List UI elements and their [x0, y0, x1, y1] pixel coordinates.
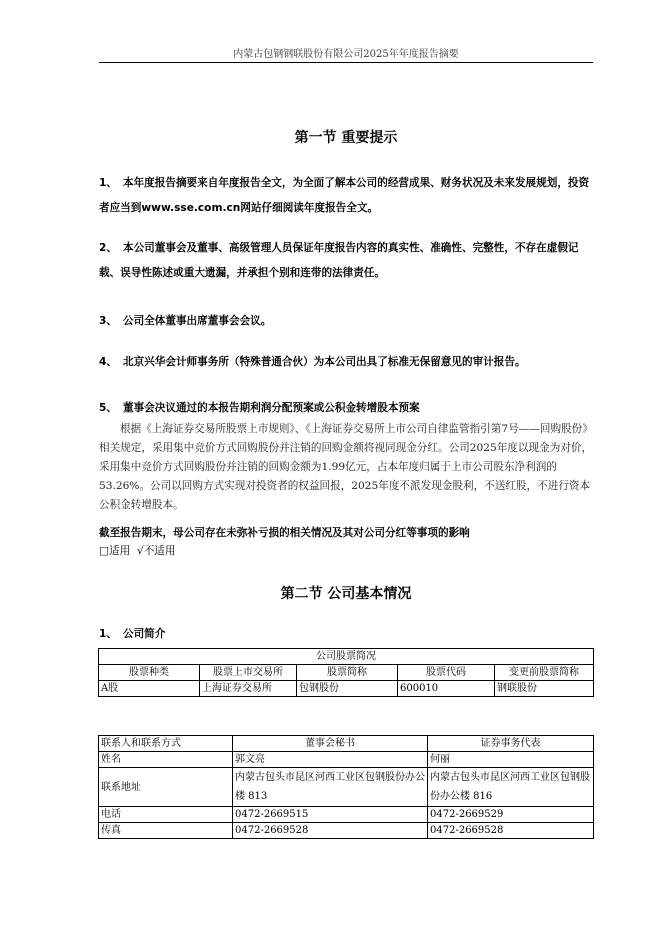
stock-table-cell: 钢联股份 — [495, 681, 594, 697]
contact-table-cell: 内蒙古包头市昆区河西工业区包钢股份办公楼 816 — [428, 768, 594, 807]
item-number: 5、 — [99, 402, 117, 414]
stock-info-table — [98, 648, 594, 697]
stock-table-cell: 包钢股份 — [297, 681, 398, 697]
contact-table-cell: 传真 — [99, 823, 233, 839]
notice-item-2 — [99, 236, 595, 286]
item-text: 董事会决议通过的本报告期利润分配预案或公积金转增股本预案 — [123, 402, 420, 414]
contact-table-cell: 0472-2669529 — [428, 807, 594, 823]
contact-table-cell: 0472-2669528 — [428, 823, 594, 839]
item-number: 2、 — [99, 242, 117, 254]
contact-table-cell: 何丽 — [428, 752, 594, 768]
option-not-applicable: √不适用 — [136, 545, 176, 557]
contact-table-header: 证券事务代表 — [428, 736, 594, 752]
notice-item-4 — [99, 350, 595, 375]
contact-table-header: 董事会秘书 — [233, 736, 428, 752]
notice-item-3 — [99, 309, 595, 334]
contact-table-cell: 0472-2669515 — [233, 807, 428, 823]
contact-table-cell: 联系地址 — [99, 768, 233, 807]
item-text: 本公司董事会及董事、高级管理人员保证年度报告内容的真实性、准确性、完整性，不存在虚假记载、误导性陈述或重大遗漏，并承担个别和连带的法律责任。 — [99, 242, 579, 279]
stock-table-cell: 600010 — [398, 681, 495, 697]
page-header: 内蒙古包钢钢联股份有限公司2025年年度报告摘要 — [233, 49, 459, 60]
stock-table-header: 变更前股票简称 — [495, 665, 594, 681]
deficit-question: 截至报告期末，母公司存在未弥补亏损的相关情况及其对公司分红等事项的影响 — [99, 527, 470, 539]
dividend-paragraph: 根据《上海证券交易所股票上市规则》、《上海证券交易所上市公司自律监管指引第7号——回购股份》相关规定，采用集中竞价方式回购股份并注销的回购金额将视同现金分红。公司2025年度以现金为对价，采用集中竞价方式回购股份并注销的回购金额为1.99亿元，占本年度归属于上市公司股东净利润的53.26%。公司以回购方式实现对投资者的权益回报，2025年度不派发现金股利，不送红股，不进行资本公积金转增股本。 — [99, 423, 593, 511]
contact-table-header: 联系人和联系方式 — [99, 736, 233, 752]
option-applicable: □适用 — [99, 545, 131, 557]
section2-title: 第二节 公司基本情况 — [280, 586, 412, 602]
contact-table-cell: 内蒙古包头市昆区河西工业区包钢股份办公楼 813 — [233, 768, 428, 807]
stock-table-title: 公司股票简况 — [99, 649, 594, 665]
subsection-1 — [99, 622, 595, 647]
stock-table-cell: A股 — [99, 681, 200, 697]
item-text: 公司简介 — [123, 628, 166, 640]
notice-item-1 — [99, 171, 595, 221]
contact-table-cell: 姓名 — [99, 752, 233, 768]
contact-table — [98, 735, 594, 839]
stock-table-header: 股票简称 — [297, 665, 398, 681]
contact-table-cell: 电话 — [99, 807, 233, 823]
header-rule — [99, 62, 593, 63]
stock-table-header: 股票种类 — [99, 665, 200, 681]
applicability-options — [99, 543, 595, 558]
item-number: 1、 — [99, 177, 117, 189]
stock-table-header: 股票上市交易所 — [200, 665, 297, 681]
item-number: 1、 — [99, 628, 117, 640]
stock-table-header: 股票代码 — [398, 665, 495, 681]
contact-table-cell: 0472-2669528 — [233, 823, 428, 839]
item-number: 3、 — [99, 315, 117, 327]
section1-title: 第一节 重要提示 — [294, 130, 398, 146]
item-text: 北京兴华会计师事务所（特殊普通合伙）为本公司出具了标准无保留意见的审计报告。 — [123, 356, 526, 368]
stock-table-cell: 上海证券交易所 — [200, 681, 297, 697]
item-text: 本年度报告摘要来自年度报告全文，为全面了解本公司的经营成果、财务状况及未来发展规划，投资者应当到www.sse.com.cn网站仔细阅读年度报告全文。 — [99, 177, 590, 214]
item-text: 公司全体董事出席董事会会议。 — [123, 315, 272, 327]
notice-item-5 — [99, 396, 595, 421]
contact-table-cell: 郭文亮 — [233, 752, 428, 768]
item-number: 4、 — [99, 356, 117, 368]
